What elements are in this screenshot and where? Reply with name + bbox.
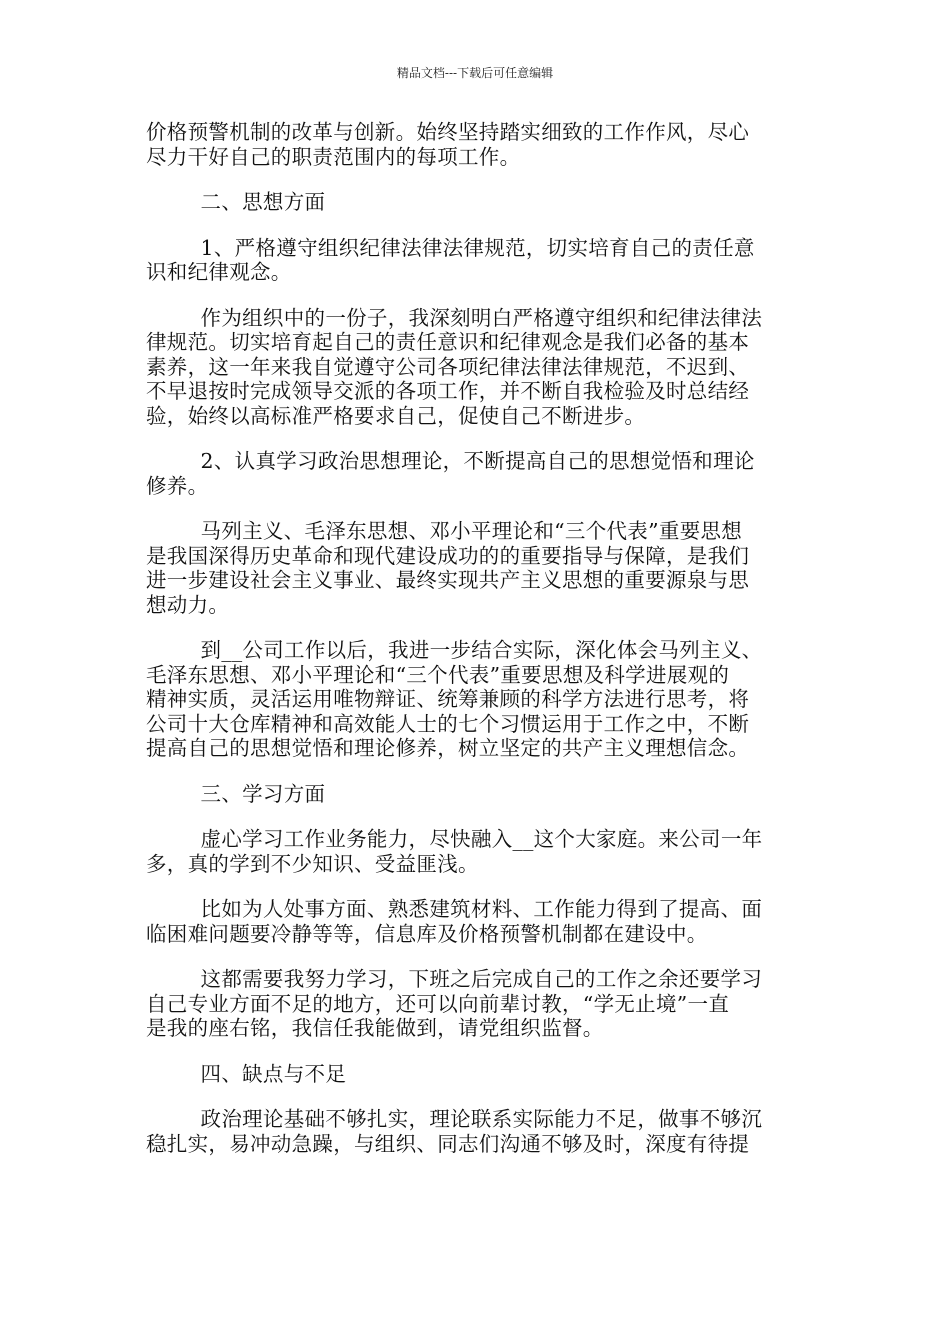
text-line: 公司十大仓库精神和高效能人士的七个习惯运用于工作之中，不断 (146, 711, 750, 736)
text-line: 1、严格遵守组织纪律法律法律规范，切实培育自己的责任意 (146, 235, 755, 260)
page-header: 精品文档---下载后可任意编辑 (396, 66, 554, 80)
paragraph (146, 120, 808, 169)
text-line: 稳扎实，易冲动急躁，与组织、同志们沟通不够及时，深度有待提 (146, 1131, 750, 1156)
subsection-heading (146, 449, 808, 498)
text-line: 修养。 (146, 473, 209, 498)
document-body (146, 120, 808, 1177)
text-line: 多，真的学到不少知识、受益匪浅。 (146, 851, 479, 876)
text-line: 进一步建设社会主义事业、最终实现共产主义思想的重要源泉与思 (146, 568, 750, 592)
text-line: 提高自己的思想觉悟和理论修养，树立坚定的共产主义理想信念。 (146, 736, 750, 760)
text-line: 识和纪律观念。 (146, 260, 292, 284)
text-line: 不早退按时完成领导交派的各项工作，并不断自我检验及时总结经 (146, 379, 750, 403)
text-line: 精神实质，灵活运用唯物辩证、统筹兼顾的科学方法进行思考，将 (146, 687, 750, 711)
text-line: 毛泽东思想、邓小平理论和“三个代表”重要思想及科学进展观的 (146, 662, 730, 687)
paragraph (146, 306, 808, 429)
section-heading (146, 782, 808, 807)
text-line: 素养，这一年来我自觉遵守公司各项纪律法律法律规范，不迟到、 (146, 354, 750, 379)
section-heading (146, 190, 808, 215)
text-line: 马列主义、毛泽东思想、邓小平理论和“三个代表”重要思想 (146, 519, 743, 543)
text-line: 是我国深得历史革命和现代建设成功的的重要指导与保障，是我们 (146, 543, 750, 568)
text-line: 临困难问题要冷静等等，信息库及价格预警机制都在建设中。 (146, 921, 708, 946)
text-line: 三、学习方面 (146, 781, 326, 806)
paragraph (146, 967, 808, 1041)
paragraph (146, 827, 808, 876)
text-line: 二、思想方面 (146, 190, 326, 214)
text-line: 验，始终以高标准严格要求自己，促使自己不断进步。 (146, 403, 646, 428)
paragraph (146, 519, 808, 617)
text-line: 2、认真学习政治思想理论，不断提高自己的思想觉悟和理论 (146, 449, 755, 473)
subsection-heading (146, 236, 808, 285)
paragraph (146, 897, 808, 946)
section-heading (146, 1062, 808, 1087)
text-line: 想动力。 (146, 592, 230, 617)
text-line: 政治理论基础不够扎实，理论联系实际能力不足，做事不够沉 (146, 1107, 763, 1131)
text-line: 四、缺点与不足 (146, 1061, 347, 1086)
text-line: 这都需要我努力学习，下班之后完成自己的工作之余还要学习 (146, 967, 763, 991)
paragraph (146, 638, 808, 761)
text-line: 价格预警机制的改革与创新。始终坚持踏实细致的工作作风，尽心 (146, 120, 750, 144)
text-line: 虚心学习工作业务能力，尽快融入__这个大家庭。来公司一年 (146, 827, 763, 851)
text-line: 到__公司工作以后，我进一步结合实际，深化体会马列主义、 (146, 638, 763, 662)
paragraph (146, 1107, 808, 1156)
text-line: 比如为人处事方面、熟悉建筑材料、工作能力得到了提高、面 (146, 897, 763, 921)
text-line: 自己专业方面不足的地方，还可以向前辈讨教，“学无止境”一直 (146, 991, 730, 1016)
text-line: 律规范。切实培育起自己的责任意识和纪律观念是我们必备的基本 (146, 330, 750, 354)
text-line: 尽力干好自己的职责范围内的每项工作。 (146, 144, 521, 169)
text-line: 是我的座右铭，我信任我能做到，请党组织监督。 (146, 1016, 604, 1040)
text-line: 作为组织中的一份子，我深刻明白严格遵守组织和纪律法律法 (146, 305, 763, 330)
